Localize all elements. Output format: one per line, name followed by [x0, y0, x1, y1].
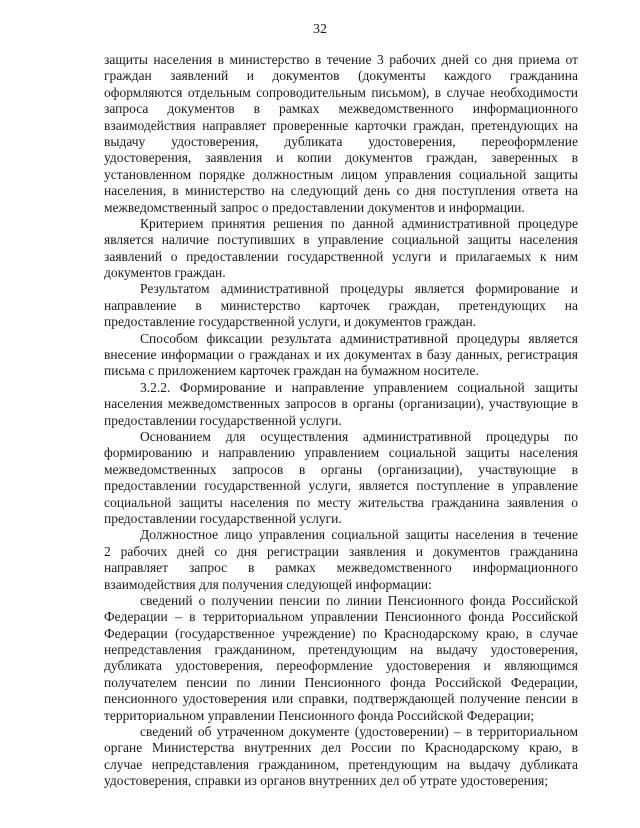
text-line: выдачу удостоверения, дубликата удостоверения, переоформление: [104, 133, 578, 149]
paragraph: [104, 527, 578, 593]
text-line: Основанием для осуществления административной процедуры по: [140, 428, 578, 444]
text-line: межведомственный запрос о предоставлении документов и информации.: [104, 199, 525, 215]
text-line: Федерации – в территориальном управлении Пенсионного фонда Российской: [104, 609, 578, 625]
text-line: удостоверения, заявления и копии документов граждан, заверенных в: [104, 150, 578, 166]
paragraph: [104, 216, 578, 282]
text-line: непредставления гражданином, претендующим на выдачу удостоверения,: [104, 642, 578, 658]
text-line: формированию и направлению управлением социальной защиты населения: [104, 445, 578, 461]
text-line: населения, в министерство на следующий день со дня поступления ответа на: [104, 183, 578, 199]
text-line: является наличие поступивших в управление социальной защиты населения: [104, 232, 578, 248]
text-line: защиты населения в министерство в течение 3 рабочих дней со дня приема от: [104, 52, 578, 67]
text-line: территориальном управлении Пенсионного фонда Российской Федерации;: [104, 707, 535, 723]
text-line: предоставлении государственной услуги.: [104, 412, 342, 428]
text-line: предоставлении государственной услуги.: [104, 510, 342, 526]
text-line: получателем пенсии по линии Пенсионного фонда Российской Федерации,: [104, 674, 578, 690]
text-line: Результатом административной процедуры является формирование и: [140, 281, 578, 297]
text-line: запроса документов в рамках межведомственного информационного: [104, 101, 578, 117]
text-line: направление в министерство карточек граждан, претендующих на: [104, 297, 578, 313]
text-line: Способом фиксации результата административной процедуры является: [140, 330, 578, 346]
text-line: предоставление государственной услуги, и документов граждан.: [104, 314, 477, 330]
text-line: предоставлении государственной услуги, является поступление в управление: [104, 478, 578, 494]
text-line: оформляются отдельным сопроводительным письмом), в случае необходимости: [104, 84, 578, 100]
paragraph: [104, 724, 578, 790]
text-line: случае непредставления гражданином, претендующим на выдачу дубликата: [104, 756, 578, 772]
text-line: Федерации (государственное учреждение) по Краснодарскому краю, в случае: [104, 625, 578, 641]
paragraph: [104, 281, 578, 330]
text-line: заявлений о предоставлении государственной услуги и прилагаемых к ним: [104, 248, 578, 264]
text-line: 2 рабочих дней со дня регистрации заявления и документов гражданина: [104, 543, 578, 559]
paragraph: [104, 593, 578, 724]
paragraph: [104, 380, 578, 429]
text-line: сведений об утраченном документе (удостоверении) – в территориальном: [140, 724, 578, 740]
page-number: 32: [313, 22, 327, 37]
text-line: внесение информации о гражданах и их документах в базу данных, регистрация: [104, 347, 578, 363]
text-line: письма с приложением карточек граждан на бумажном носителе.: [104, 363, 479, 379]
document-body: [104, 52, 578, 790]
text-line: взаимодействия направляет проверенные карточки граждан, претендующих на: [104, 117, 578, 133]
paragraph: [104, 52, 578, 216]
paragraph: [104, 331, 578, 380]
text-line: граждан заявлений и документов (документы каждого гражданина: [104, 68, 578, 84]
text-line: дубликата удостоверения, переоформление удостоверения и являющимся: [104, 658, 578, 674]
text-line: направляет запрос в рамках межведомственного информационного: [104, 560, 578, 576]
text-line: документов граждан.: [104, 265, 226, 281]
paragraph: [104, 429, 578, 527]
text-line: удостоверения, справки из органов внутренних дел об утрате удостоверения;: [104, 773, 549, 789]
text-line: установленном порядке должностным лицом управления социальной защиты: [104, 166, 578, 182]
text-line: населения межведомственных запросов в органы (организации), участвующие в: [104, 396, 578, 412]
text-line: Должностное лицо управления социальной защиты населения в течение: [140, 527, 578, 543]
text-line: взаимодействия для получения следующей информации:: [104, 576, 432, 592]
text-line: межведомственных запросов в органы (организации), участвующие в: [104, 461, 578, 477]
text-line: 3.2.2. Формирование и направление управлением социальной защиты: [140, 379, 578, 395]
text-line: сведений о получении пенсии по линии Пенсионного фонда Российской: [140, 592, 578, 608]
text-line: органе Министерства внутренних дел России по Краснодарскому краю, в: [104, 740, 578, 756]
text-line: пенсионного удостоверения или справки, подтверждающей получение пенсии в: [104, 691, 578, 707]
text-line: Критерием принятия решения по данной административной процедуре: [140, 215, 578, 231]
text-line: социальной защиты населения по месту жительства гражданина заявления о: [104, 494, 578, 510]
